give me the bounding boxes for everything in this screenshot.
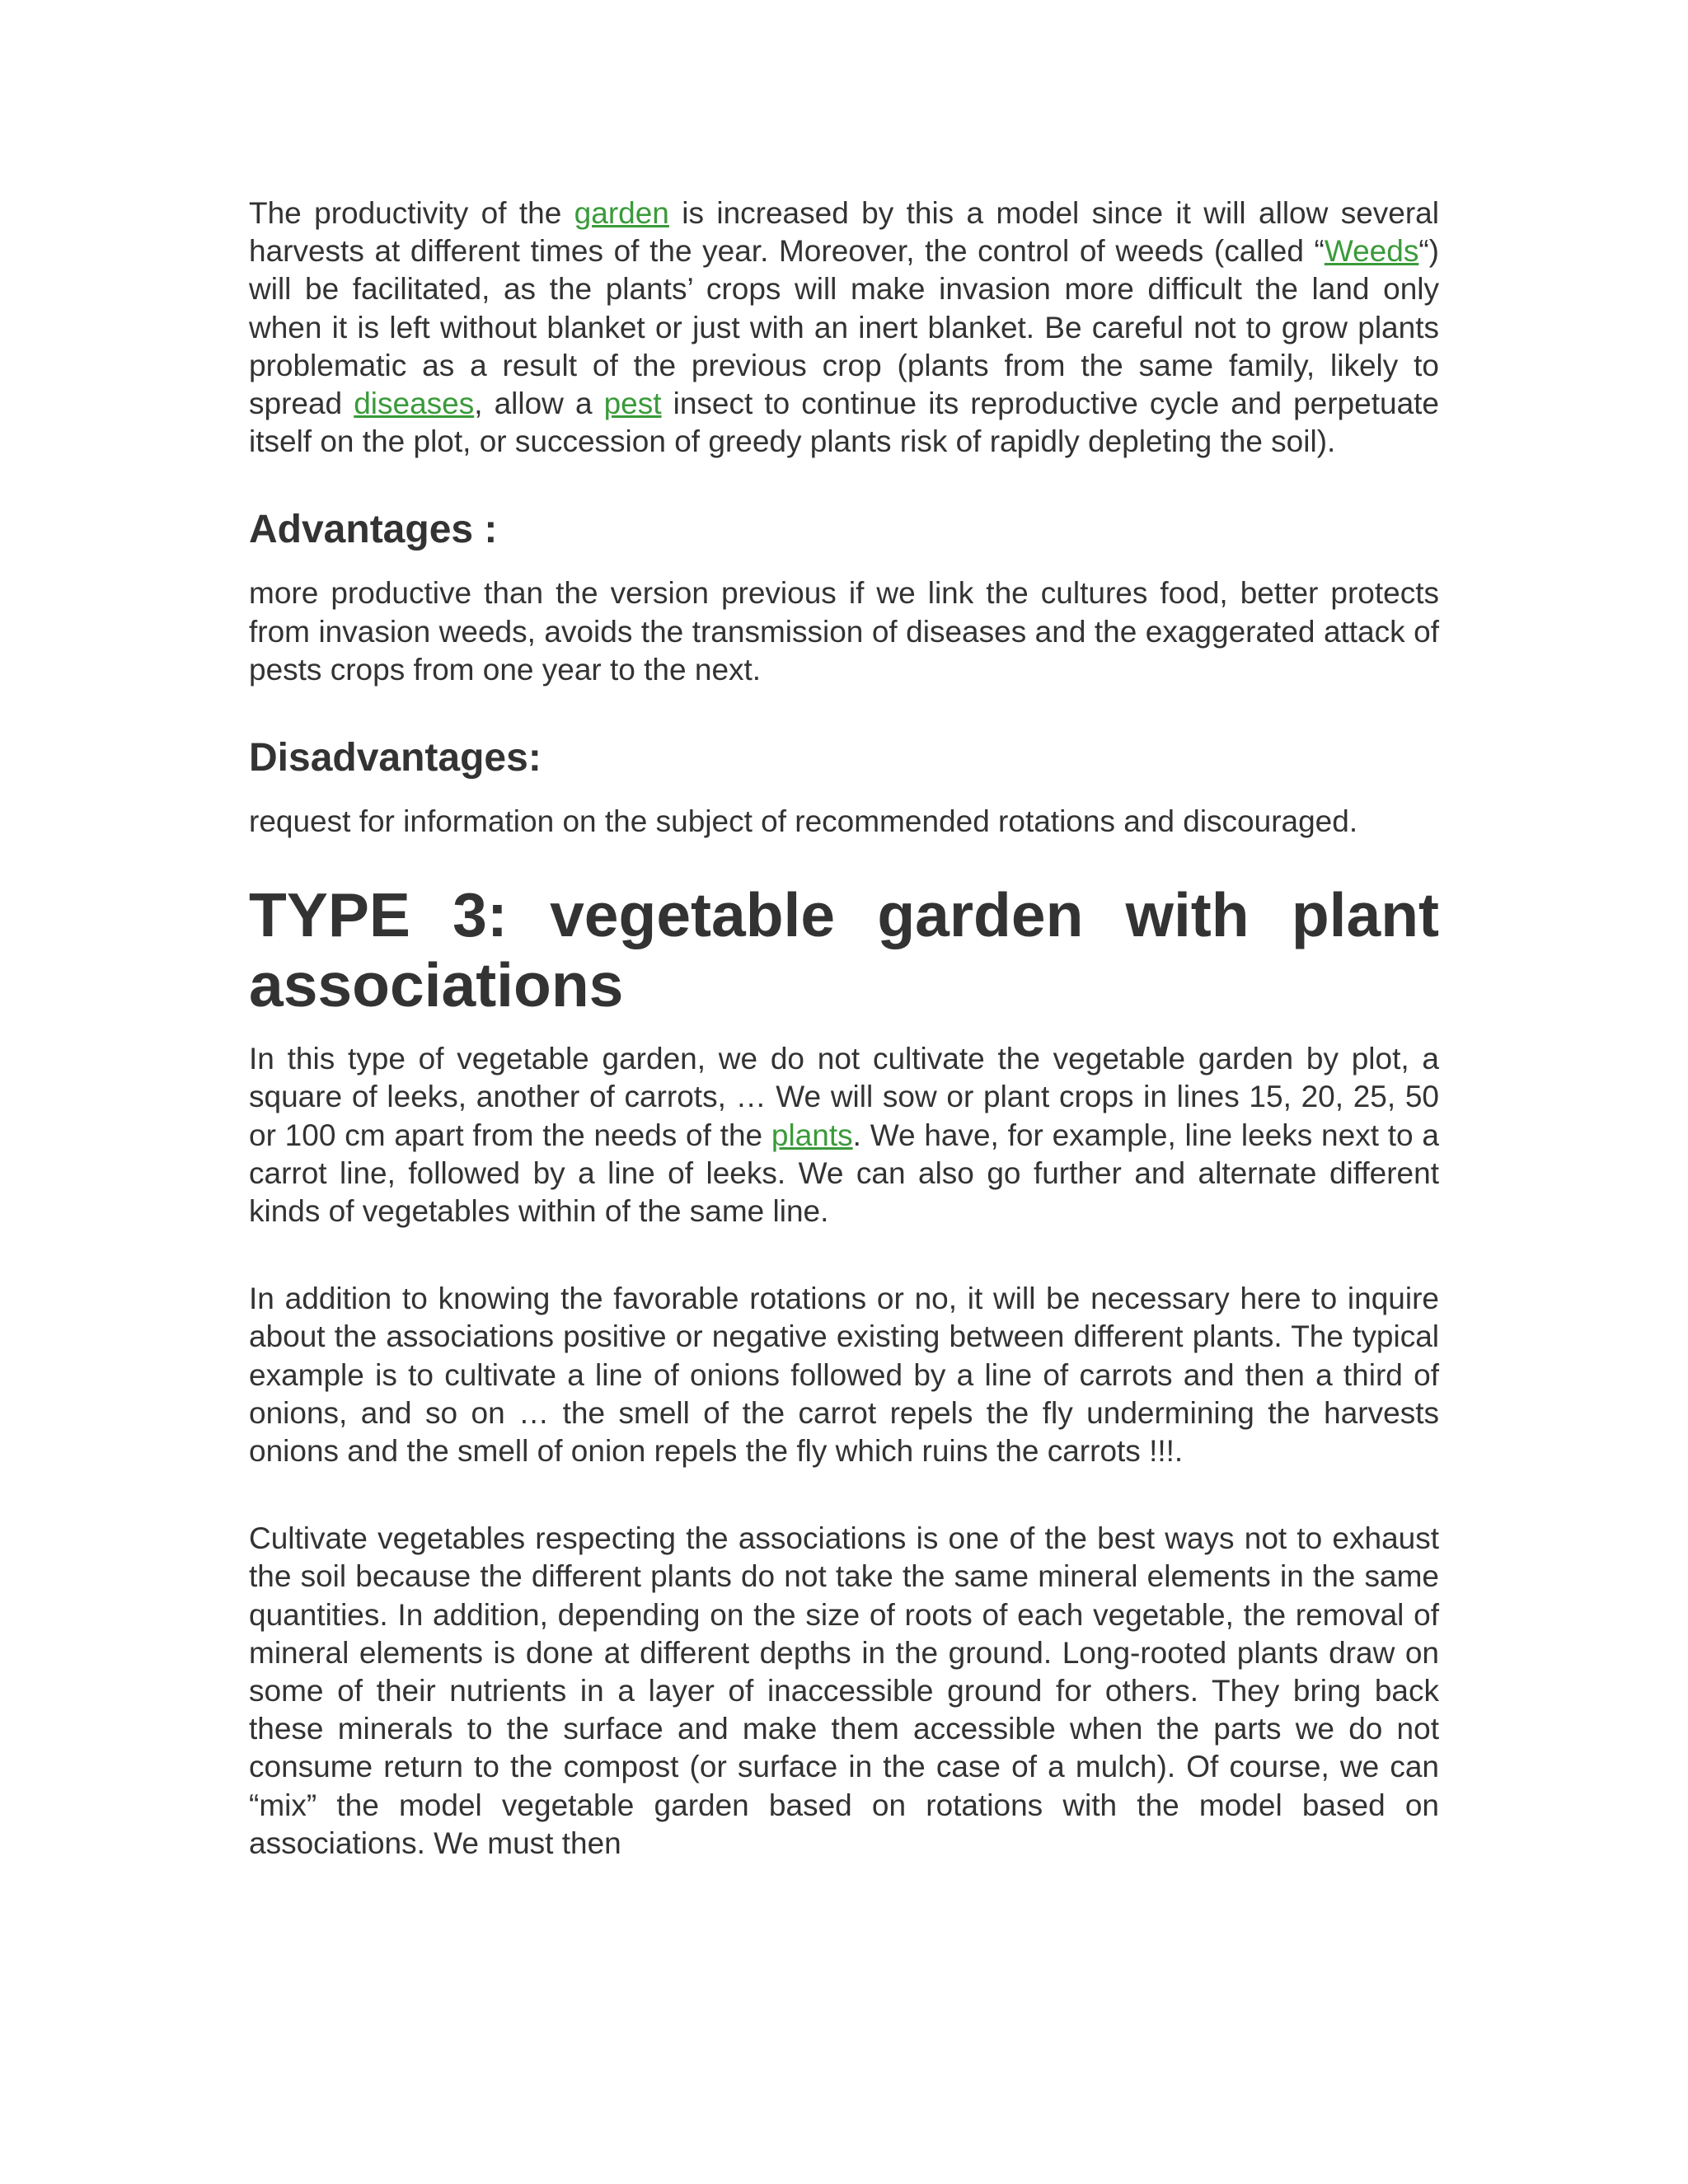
type3-heading: TYPE 3: vegetable garden with plant associations <box>249 880 1439 1020</box>
paragraph-associations: In addition to knowing the favorable rotations or no, it will be necessary here to inquire about the associations positive or negative existing between different plants. The typical example is to cultivate a line of onions followed by a line of carrots and then a third of onions, and so on … the smell of the carrot repels the fly undermining the harvests onions and the smell of onion repels the fly which ruins the carrots !!!. <box>249 1282 1439 1469</box>
pest-link[interactable]: pest <box>603 387 662 421</box>
paragraph-text: is increased by this a model since it will allow several harvests at different times of the year. Moreover, the control of weeds (called “ <box>249 196 1439 269</box>
paragraph-productivity <box>249 194 1439 461</box>
disadvantages-text: request for information on the subject of recommended rotations and discouraged. <box>249 804 1358 839</box>
paragraph-text: The productivity of the <box>249 196 574 230</box>
paragraph-text: insect to continue its reproductive cycle and perpetuate itself on the plot, or succession of greedy plants risk of rapidly depleting the soil). <box>249 387 1440 459</box>
document-page <box>249 194 1439 1863</box>
paragraph-text: , allow a <box>474 387 604 421</box>
paragraph-text: “) will be facilitated, as the plants’ crops will make invasion more difficult the land only when it is left without blanket or just with an inert blanket. Be careful not to grow plants problematic as a result of the previous crop (plants from the same family, likely to spread <box>249 234 1439 421</box>
diseases-link[interactable]: diseases <box>354 387 475 421</box>
paragraph-type3-intro <box>249 1040 1439 1230</box>
paragraph-cultivate: Cultivate vegetables respecting the associations is one of the best ways not to exhaust the soil because the different plants do not take the same mineral elements in the same quantities. In addition, depending on the size of roots of each vegetable, the removal of mineral elements is done at different depths in the ground. Long-rooted plants draw on some of their nutrients in a layer of inaccessible ground for others. They bring back these minerals to the surface and make them accessible when the parts we do not consume return to the compost (or surface in the case of a mulch). Of course, we can “mix” the model vegetable garden based on rotations with the model based on associations. We must then <box>249 1521 1439 1860</box>
weeds-link[interactable]: Weeds <box>1324 234 1419 269</box>
paragraph-text: In this type of vegetable garden, we do not cultivate the vegetable garden by plot, a square of leeks, another of carrots, … We will sow or plant crops in lines 15, 20, 25, 50 or 100 cm apart from the needs of the <box>249 1042 1439 1152</box>
plants-link[interactable]: plants <box>771 1118 853 1152</box>
advantages-heading: Advantages : <box>249 508 498 552</box>
garden-link[interactable]: garden <box>574 196 669 230</box>
advantages-text: more productive than the version previous if we link the cultures food, better protects from invasion weeds, avoids the transmission of diseases and the exaggerated attack of pests crops from one year to the next. <box>249 576 1439 687</box>
disadvantages-heading: Disadvantages: <box>249 736 542 780</box>
paragraph-text: . We have, for example, line leeks next to a carrot line, followed by a line of leeks. We can also go further and alternate different kinds of vegetables within of the same line. <box>249 1118 1439 1229</box>
